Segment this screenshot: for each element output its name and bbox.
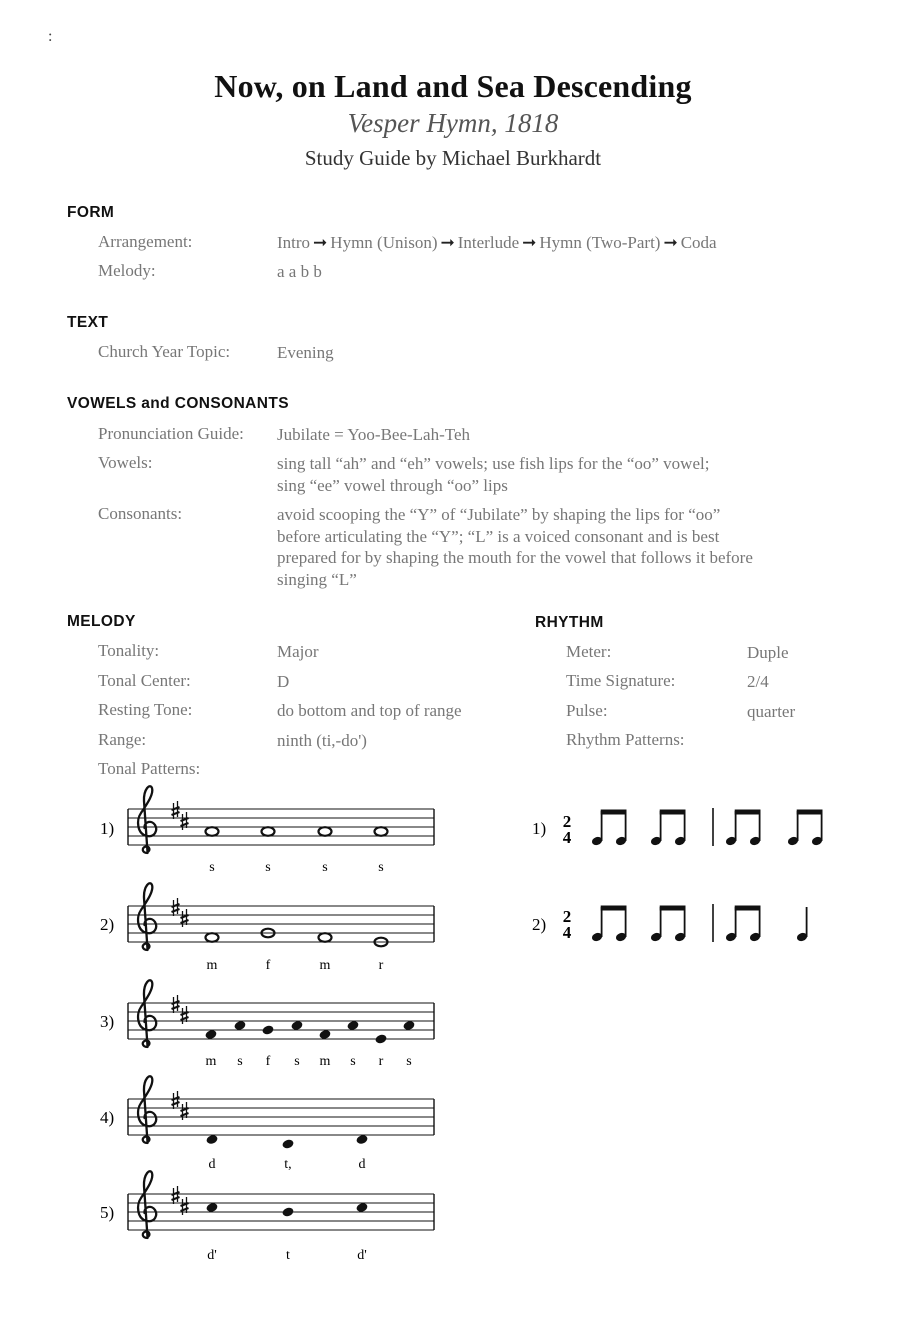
quarter-note [346,1020,359,1031]
key-signature-icon [172,1091,189,1120]
arrangement-step: Interlude [457,233,520,252]
solfege-syllable: s [322,860,328,875]
tonal-center-label: Tonal Center: [98,671,191,690]
solfege-syllable: d' [357,1248,367,1263]
solfege-syllable: d [358,1157,366,1172]
eighth-note-pair-icon [725,810,761,847]
quarter-note [204,1029,217,1040]
page-subtitle: Vesper Hymn, 1818 [347,108,559,138]
quarter-note [374,1033,387,1044]
quarter-note [318,1029,331,1040]
church-year-topic-label: Church Year Topic: [98,342,231,361]
whole-note [375,827,388,836]
key-signature-icon [172,801,189,830]
tonal-pattern-4 [100,1076,434,1172]
time-signature-top: 2 [562,907,572,926]
pulse-label: Pulse: [566,701,608,720]
treble-clef-icon [138,1076,156,1143]
vowels-label: Vowels: [98,453,153,472]
text-heading: TEXT [67,314,109,331]
tonality-label: Tonality: [98,641,160,660]
treble-clef-icon [138,786,156,853]
time-signature-bottom: 4 [562,828,572,847]
quarter-note [205,1134,218,1145]
tonal-patterns-label: Tonal Patterns: [98,759,201,778]
vowels-line: sing “ee” vowel through “oo” lips [277,475,508,495]
resting-tone-value: do bottom and top of range [277,701,462,720]
pronunciation-label: Pronunciation Guide: [98,424,244,443]
consonants-line: prepared for by shaping the mouth for the vowel that follows it before [277,548,753,567]
tonal-pattern-number: 4) [100,1108,115,1127]
solfege-syllable: s [378,860,384,875]
arrow-right-icon: ➞ [663,233,678,252]
rhythm-heading: RHYTHM [535,614,604,631]
melody-heading: MELODY [67,613,136,630]
eighth-note-pair-icon [650,906,686,943]
whole-note [319,933,332,942]
pronunciation-value: Jubilate = Yoo-Bee-Lah-Teh [277,425,470,444]
byline: Study Guide by Michael Burkhardt [304,146,602,170]
tonal-pattern-3 [100,980,434,1069]
consonants-line: singing “L” [277,569,357,589]
rhythm-pattern-number: 2) [532,915,547,934]
solfege-syllable: t [286,1248,290,1263]
whole-note [206,827,219,836]
arrow-right-icon: ➞ [440,233,455,252]
solfege-syllable: r [378,958,384,973]
solfege-syllable: s [265,860,271,875]
tonal-center-value: D [277,672,290,691]
quarter-note [205,1202,218,1213]
pulse-value: quarter [747,702,796,721]
quarter-note [290,1020,303,1031]
arrangement-step: Intro [277,233,311,252]
solfege-syllable: s [406,1054,412,1069]
solfege-syllable: m [319,1054,331,1069]
solfege-syllable: s [294,1054,300,1069]
solfege-syllable: d' [207,1248,217,1263]
eighth-note-pair-icon [591,810,627,847]
solfege-syllable: f [265,1054,271,1069]
quarter-note [233,1020,246,1031]
quarter-note [281,1206,294,1217]
quarter-note [402,1020,415,1031]
treble-clef-icon [138,1171,156,1238]
rhythm-pattern-number: 1) [532,819,547,838]
time-signature-top: 2 [562,812,572,831]
solfege-syllable: m [319,958,331,973]
eighth-note-pair-icon [787,810,823,847]
tonal-pattern-number: 2) [100,915,115,934]
solfege-syllable: m [205,1054,217,1069]
eighth-note-pair-icon [650,810,686,847]
tonal-pattern-number: 3) [100,1012,115,1031]
solfege-syllable: t, [284,1157,292,1172]
quarter-note-icon [796,907,808,942]
range-label: Range: [98,730,147,749]
eighth-note-pair-icon [725,906,761,943]
time-signature-value: 2/4 [747,672,769,691]
arrangement-step: Hymn (Unison) [330,233,438,252]
key-signature-icon [172,995,189,1024]
quarter-note [355,1202,368,1213]
form-melody-value: a a b b [277,262,322,281]
tonal-pattern-2 [100,883,434,973]
key-signature-icon [172,898,189,927]
arrow-right-icon: ➞ [522,233,537,252]
solfege-syllable: r [378,1054,384,1069]
quarter-note [261,1024,274,1035]
arrow-right-icon: ➞ [313,233,328,252]
form-heading: FORM [67,204,115,221]
page-title: Now, on Land and Sea Descending [214,68,692,104]
treble-clef-icon [138,980,156,1047]
rhythm-pattern-1 [532,808,823,847]
consonants-label: Consonants: [98,504,183,523]
meter-value: Duple [747,643,789,662]
vowels-line: sing tall “ah” and “eh” vowels; use fish lips for the “oo” vowel; [277,454,710,473]
consonants-line: before articulating the “Y”; “L” is a voiced consonant and is best [277,526,720,546]
tonality-value: Major [277,642,319,661]
solfege-syllable: f [265,958,271,973]
page-marker: : [48,28,53,45]
quarter-note [355,1134,368,1145]
arrangement-label: Arrangement: [98,232,193,251]
time-signature-label: Time Signature: [566,671,676,690]
whole-note [206,933,219,942]
range-value: ninth (ti,-do') [277,731,367,750]
consonants-line: avoid scooping the “Y” of “Jubilate” by shaping the lips for “oo” [277,505,721,524]
rhythm-patterns-label: Rhythm Patterns: [566,730,685,749]
quarter-note [281,1138,294,1149]
solfege-syllable: d [208,1157,216,1172]
key-signature-icon [172,1186,189,1215]
meter-label: Meter: [566,642,612,661]
solfege-syllable: m [206,958,218,973]
vowels-consonants-heading: VOWELS and CONSONANTS [67,395,289,412]
tonal-pattern-number: 5) [100,1203,115,1222]
whole-note [262,827,275,836]
eighth-note-pair-icon [591,906,627,943]
solfege-syllable: s [350,1054,356,1069]
treble-clef-icon [138,883,156,950]
rhythm-pattern-2 [532,904,808,942]
solfege-syllable: s [209,860,215,875]
solfege-syllable: s [237,1054,243,1069]
tonal-pattern-number: 1) [100,819,115,838]
church-year-topic-value: Evening [277,343,334,362]
time-signature-bottom: 4 [562,923,572,942]
arrangement-step: Hymn (Two-Part) [539,233,661,252]
resting-tone-label: Resting Tone: [98,700,193,719]
arrangement-step: Coda [680,233,717,252]
form-melody-label: Melody: [98,261,156,280]
tonal-pattern-1 [100,786,434,875]
tonal-pattern-5 [100,1171,434,1263]
whole-note [319,827,332,836]
